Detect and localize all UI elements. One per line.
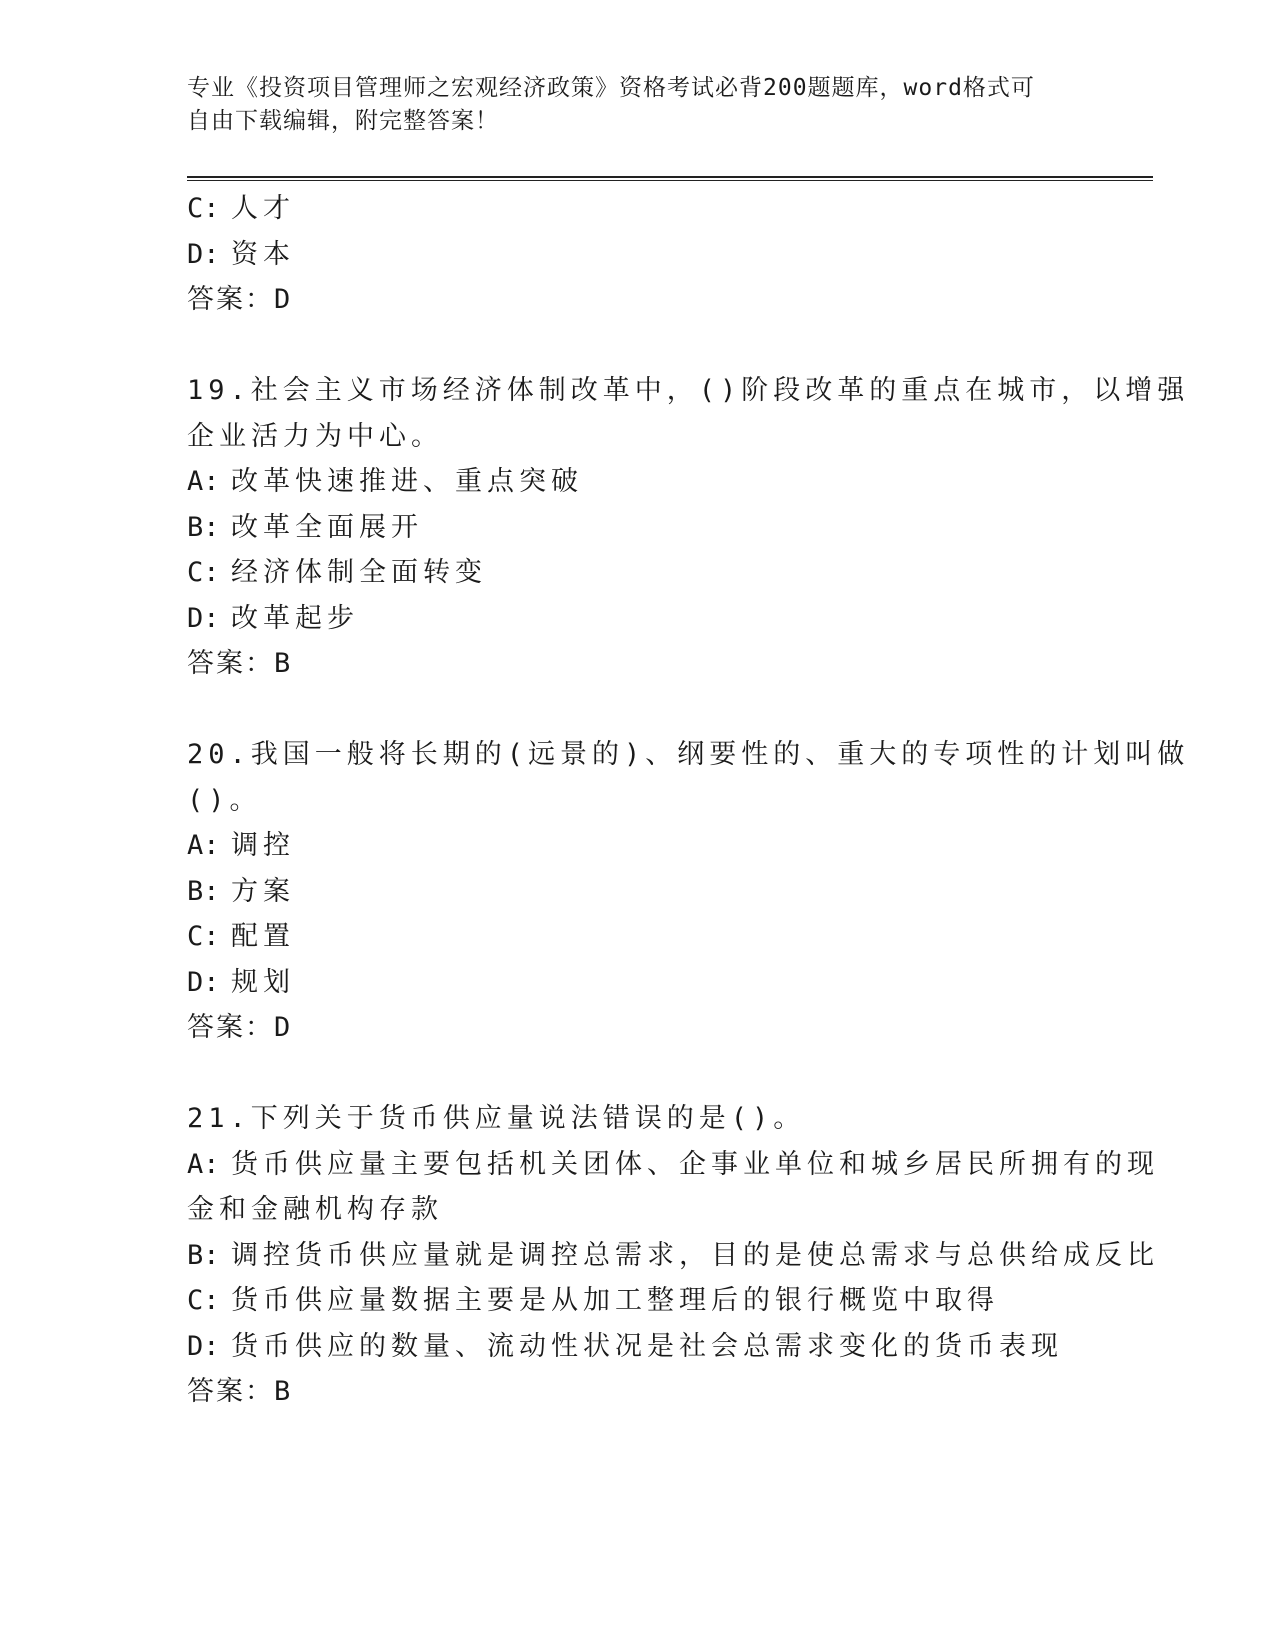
- question-20-option-a: A: 调控: [187, 830, 295, 861]
- question-20-option-b: B: 方案: [187, 875, 295, 907]
- question-20-answer: 答案：D: [187, 1012, 293, 1043]
- spacer: [187, 323, 1087, 369]
- question-21-answer: 答案：B: [187, 1376, 293, 1407]
- question-21-option-d: D: 货币供应的数量、流动性状况是社会总需求变化的货币表现: [187, 1330, 1063, 1362]
- question-21-stem: 21.下列关于货币供应量说法错误的是()。: [187, 1103, 806, 1134]
- option-d: D: 资本: [187, 238, 295, 270]
- question-19-answer: 答案：B: [187, 648, 293, 679]
- spacer: [187, 1051, 1087, 1097]
- question-20-option-c: C: 配置: [187, 921, 295, 952]
- answer-line: 答案：D: [187, 284, 293, 315]
- question-list: [187, 186, 1190, 1415]
- question-19-option-d: D: 改革起步: [187, 602, 359, 634]
- header-title-line-1: 专业《投资项目管理师之宏观经济政策》资格考试必背200题题库，word格式可: [187, 75, 1035, 101]
- question-19-option-b: B: 改革全面展开: [187, 511, 423, 543]
- question-19-option-c: C: 经济体制全面转变: [187, 557, 487, 588]
- option-c: C: 人才: [187, 193, 295, 224]
- header-title-line-2: 自由下载编辑，附完整答案！: [187, 108, 499, 134]
- question-21-option-a-continued: 金和金融机构存款: [187, 1194, 443, 1225]
- question-20-stem-line-1: 20.我国一般将长期的(远景的)、纲要性的、重大的专项性的计划叫做: [187, 739, 1190, 770]
- question-21-option-c: C: 货币供应量数据主要是从加工整理后的银行概览中取得: [187, 1285, 999, 1316]
- page-header: [187, 72, 1087, 138]
- question-20-option-d: D: 规划: [187, 966, 295, 998]
- spacer: [187, 687, 1087, 733]
- question-19-option-a: A: 改革快速推进、重点突破: [187, 466, 583, 497]
- question-21-option-b: B: 调控货币供应量就是调控总需求，目的是使总需求与总供给成反比: [187, 1239, 1159, 1271]
- question-21-option-a: A: 货币供应量主要包括机关团体、企事业单位和城乡居民所拥有的现: [187, 1148, 1159, 1180]
- question-19-stem-line-1: 19.社会主义市场经济体制改革中，()阶段改革的重点在城市，以增强: [187, 375, 1190, 406]
- question-20-stem-line-2: ()。: [187, 784, 262, 816]
- header-divider: [187, 176, 1153, 181]
- question-19-stem-line-2: 企业活力为中心。: [187, 420, 443, 452]
